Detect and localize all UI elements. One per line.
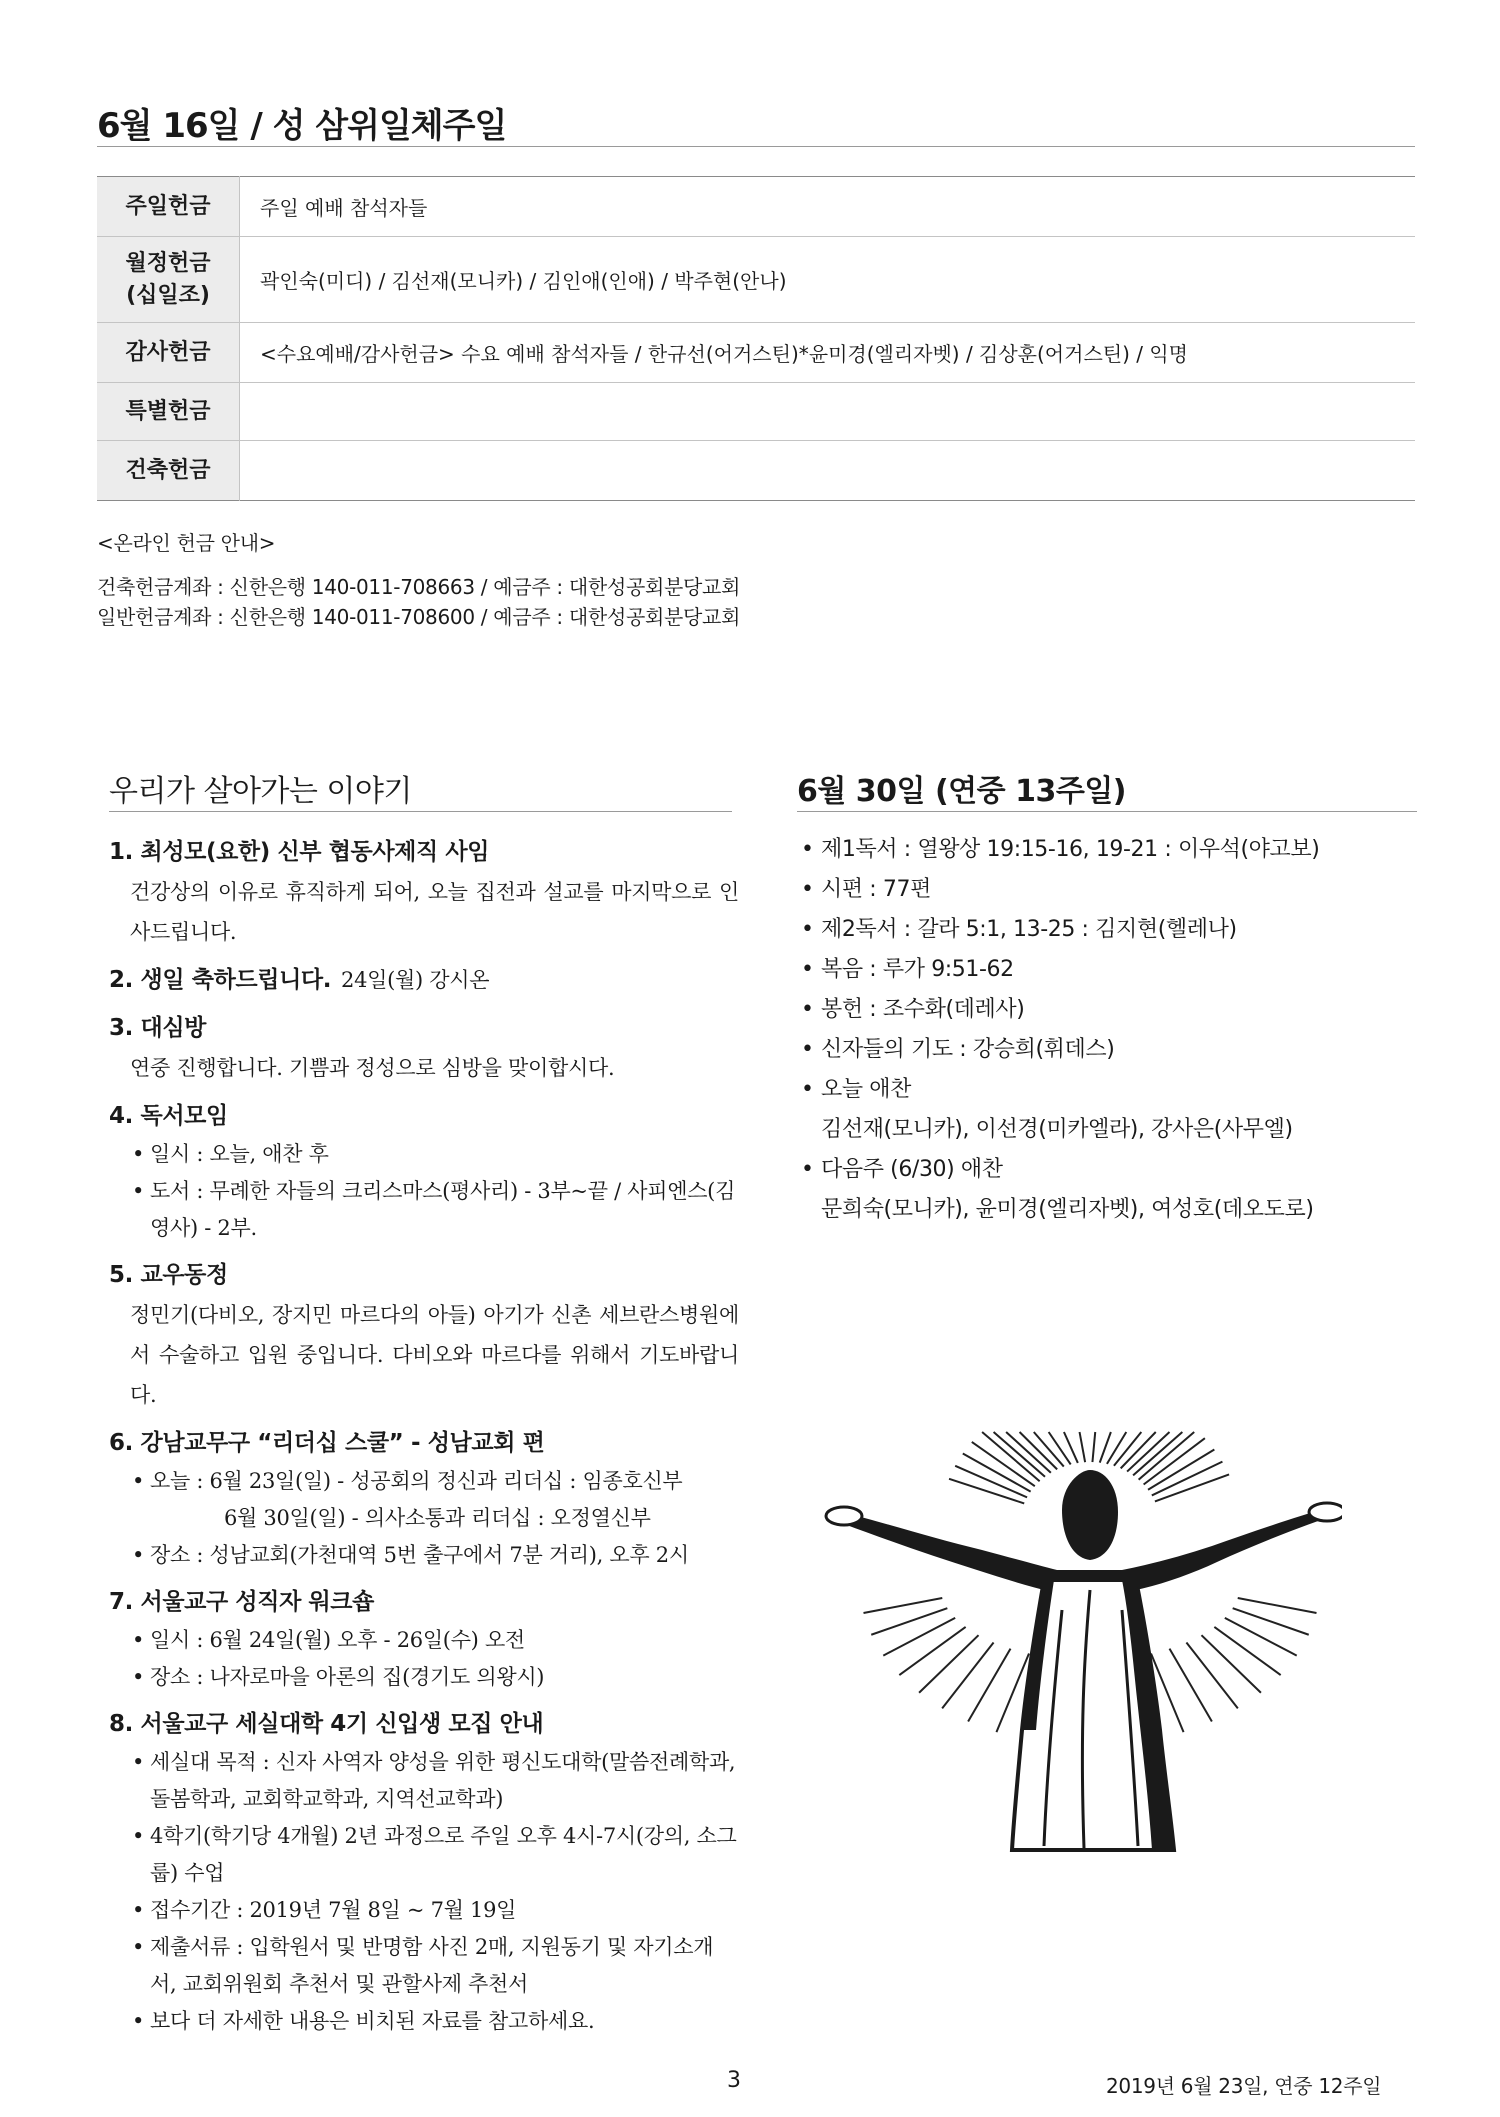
risen-christ-illustration xyxy=(822,1430,1342,1860)
offering-row xyxy=(97,177,1415,237)
role-label: 오늘 애찬 xyxy=(821,1077,912,1102)
light-ray xyxy=(1169,1649,1211,1722)
general-fund-account: 일반헌금계좌 : 신한은행 140-011-708600 / 예금주 : 대한성공회분당교회 xyxy=(97,605,741,629)
news-bullets xyxy=(109,1463,739,1574)
light-ray xyxy=(1238,1598,1317,1613)
bullet-item: • 장소 : 나자로마을 아론의 집(경기도 의왕시) xyxy=(130,1659,739,1696)
light-ray xyxy=(1225,1618,1297,1656)
light-ray xyxy=(1080,1432,1086,1462)
light-ray xyxy=(1201,1635,1260,1693)
bullet-item: • 4학기(학기당 4개월) 2년 과정으로 주일 오후 4시-7시(강의, 소그룹) 수업 xyxy=(130,1818,739,1892)
light-ray xyxy=(871,1608,947,1635)
offering-row xyxy=(97,441,1415,501)
light-ray xyxy=(1049,1432,1071,1464)
right-hand xyxy=(1309,1503,1342,1521)
figure-head xyxy=(1062,1470,1118,1560)
role-item: • 봉헌 : 조수화(데레사) xyxy=(797,990,1417,1030)
offering-value: 주일 예배 참석자들 xyxy=(240,177,1416,237)
offering-row xyxy=(97,383,1415,441)
news-item xyxy=(109,1255,739,1415)
birthday-names: 24일(월) 강시온 xyxy=(341,968,490,992)
offering-label-line2: (십일조) xyxy=(126,282,210,308)
service-roles-list xyxy=(797,830,1417,1230)
page-number: 3 xyxy=(727,2068,741,2093)
bullet-item: • 일시 : 6월 24일(월) 오후 - 26일(수) 오전 xyxy=(130,1622,739,1659)
role-item: • 시편 : 77편 xyxy=(797,870,1417,910)
light-ray xyxy=(982,1432,1040,1481)
news-item xyxy=(109,832,739,952)
light-ray xyxy=(1233,1608,1309,1635)
news-body: 정민기(다비오, 장지민 마르다의 아들) 아기가 신촌 세브란스병원에서 수술하고 입원 중입니다. 다비오와 마르다를 위해서 기도바랍니다. xyxy=(130,1303,739,1407)
news-heading: 6. 강남교무구 “리더십 스쿨” - 성남교회 편 xyxy=(109,1430,545,1456)
light-ray xyxy=(1186,1642,1237,1708)
news-heading: 1. 최성모(요한) 신부 협동사제직 사임 xyxy=(109,839,490,865)
bullet-item: • 보다 더 자세한 내용은 비치된 자료를 참고하세요. xyxy=(130,2003,739,2040)
bullet-line: 6월 30일(일) - 의사소통과 리더십 : 오정열신부 xyxy=(224,1506,651,1530)
role-names: 김선재(모니카), 이선경(미카엘라), 강사은(사무엘) xyxy=(821,1117,1293,1142)
building-fund-account: 건축헌금계좌 : 신한은행 140-011-708663 / 예금주 : 대한성공회분당교회 xyxy=(97,575,741,599)
online-offering-info xyxy=(97,528,740,632)
offering-label: 주일헌금 xyxy=(97,177,240,237)
news-heading: 5. 교우동정 xyxy=(109,1262,228,1288)
footer-date: 2019년 6월 23일, 연중 12주일 xyxy=(1106,2074,1382,2098)
news-heading: 4. 독서모임 xyxy=(109,1103,228,1129)
offering-label: 건축헌금 xyxy=(97,441,240,501)
role-item: • 신자들의 기도 : 강승희(휘데스) xyxy=(797,1030,1417,1070)
bullet-item: • 일시 : 오늘, 애찬 후 xyxy=(130,1136,739,1173)
bullet-item xyxy=(130,1463,739,1537)
light-ray xyxy=(1214,1627,1280,1675)
light-ray xyxy=(968,1649,1010,1722)
role-names: 문희숙(모니카), 윤미경(엘리자벳), 여성호(데오도로) xyxy=(821,1197,1314,1222)
bullet-item: • 세실대 목적 : 신자 사역자 양성을 위한 평신도대학(말씀전례학과, 돌봄학과, 교회학교학과, 지역선교학과) xyxy=(130,1744,739,1818)
bullet-item: • 접수기간 : 2019년 7월 8일 ~ 7월 19일 xyxy=(130,1892,739,1929)
bullet-item: • 도서 : 무례한 자들의 크리스마스(평사리) - 3부~끝 / 사피엔스(김영사) - 2부. xyxy=(130,1173,739,1247)
offering-label: 감사헌금 xyxy=(97,323,240,383)
news-heading-text: 2. 생일 축하드립니다. xyxy=(109,967,332,993)
bullet-item: • 장소 : 성남교회(가천대역 5번 출구에서 7분 거리), 오후 2시 xyxy=(130,1537,739,1574)
news-item xyxy=(109,1704,739,2040)
news-item xyxy=(109,960,739,1000)
section-title-next-week: 6월 30일 (연중 13주일) xyxy=(797,774,1127,809)
light-ray xyxy=(1100,1432,1111,1463)
left-hand xyxy=(826,1507,862,1525)
light-ray xyxy=(1127,1432,1169,1472)
news-heading xyxy=(109,960,739,1000)
section-title-stories: 우리가 살아가는 이야기 xyxy=(109,774,412,809)
light-ray xyxy=(899,1627,965,1675)
light-ray xyxy=(1133,1432,1182,1475)
news-bullets xyxy=(109,1744,739,2040)
offering-table xyxy=(97,176,1415,501)
offering-row xyxy=(97,237,1415,323)
light-ray xyxy=(883,1618,955,1656)
light-ray xyxy=(1139,1432,1195,1480)
section-divider xyxy=(797,811,1417,812)
role-label: 다음주 (6/30) 애찬 xyxy=(821,1157,1003,1182)
news-body: 연중 진행합니다. 기쁨과 정성으로 심방을 맞이합시다. xyxy=(130,1056,615,1080)
news-bullets xyxy=(109,1136,739,1247)
offering-value xyxy=(240,383,1416,441)
offering-value xyxy=(240,441,1416,501)
news-item xyxy=(109,1096,739,1247)
role-item xyxy=(797,1150,1417,1230)
offering-label xyxy=(97,237,240,323)
news-item xyxy=(109,1582,739,1696)
light-ray xyxy=(942,1642,993,1708)
news-heading: 7. 서울교구 성직자 워크숍 xyxy=(109,1589,374,1615)
section-divider xyxy=(109,811,732,812)
light-ray xyxy=(994,1432,1045,1477)
role-item: • 제2독서 : 갈라 5:1, 13-25 : 김지현(헬레나) xyxy=(797,910,1417,950)
role-item: • 제1독서 : 열왕상 19:15-16, 19-21 : 이우석(야고보) xyxy=(797,830,1417,870)
role-item: • 복음 : 루가 9:51-62 xyxy=(797,950,1417,990)
news-item xyxy=(109,1008,739,1088)
offering-value: <수요예배/감사헌금> 수요 예배 참석자들 / 한규선(어거스틴)*윤미경(엘리자벳) / 김상훈(어거스틴) / 익명 xyxy=(240,323,1416,383)
news-heading: 3. 대심방 xyxy=(109,1015,207,1041)
offering-label: 특별헌금 xyxy=(97,383,240,441)
light-ray xyxy=(1006,1432,1051,1473)
light-ray xyxy=(1092,1432,1095,1462)
online-offering-heading: <온라인 헌금 안내> xyxy=(97,531,276,555)
offering-label-line1: 월정헌금 xyxy=(125,250,211,276)
news-bullets xyxy=(109,1622,739,1696)
light-ray xyxy=(919,1635,978,1693)
role-item xyxy=(797,1070,1417,1150)
offering-value: 곽인숙(미디) / 김선재(모니카) / 김인애(인애) / 박주현(안나) xyxy=(240,237,1416,323)
offering-row xyxy=(97,323,1415,383)
news-item xyxy=(109,1423,739,1574)
news-list xyxy=(109,832,739,2048)
news-body: 건강상의 이유로 휴직하게 되어, 오늘 집전과 설교를 마지막으로 인사드립니다. xyxy=(130,880,739,944)
bullet-item: • 제출서류 : 입학원서 및 반명함 사진 2매, 지원동기 및 자기소개서, 교회위원회 추천서 및 관할사제 추천서 xyxy=(130,1929,739,2003)
bullet-line: • 오늘 : 6월 23일(일) - 성공회의 정신과 리더십 : 임종호신부 xyxy=(150,1469,683,1493)
news-heading: 8. 서울교구 세실대학 4기 신입생 모집 안내 xyxy=(109,1711,544,1737)
page-title: 6월 16일 / 성 삼위일체주일 xyxy=(97,106,507,146)
title-divider xyxy=(97,146,1415,147)
light-ray xyxy=(863,1598,942,1613)
